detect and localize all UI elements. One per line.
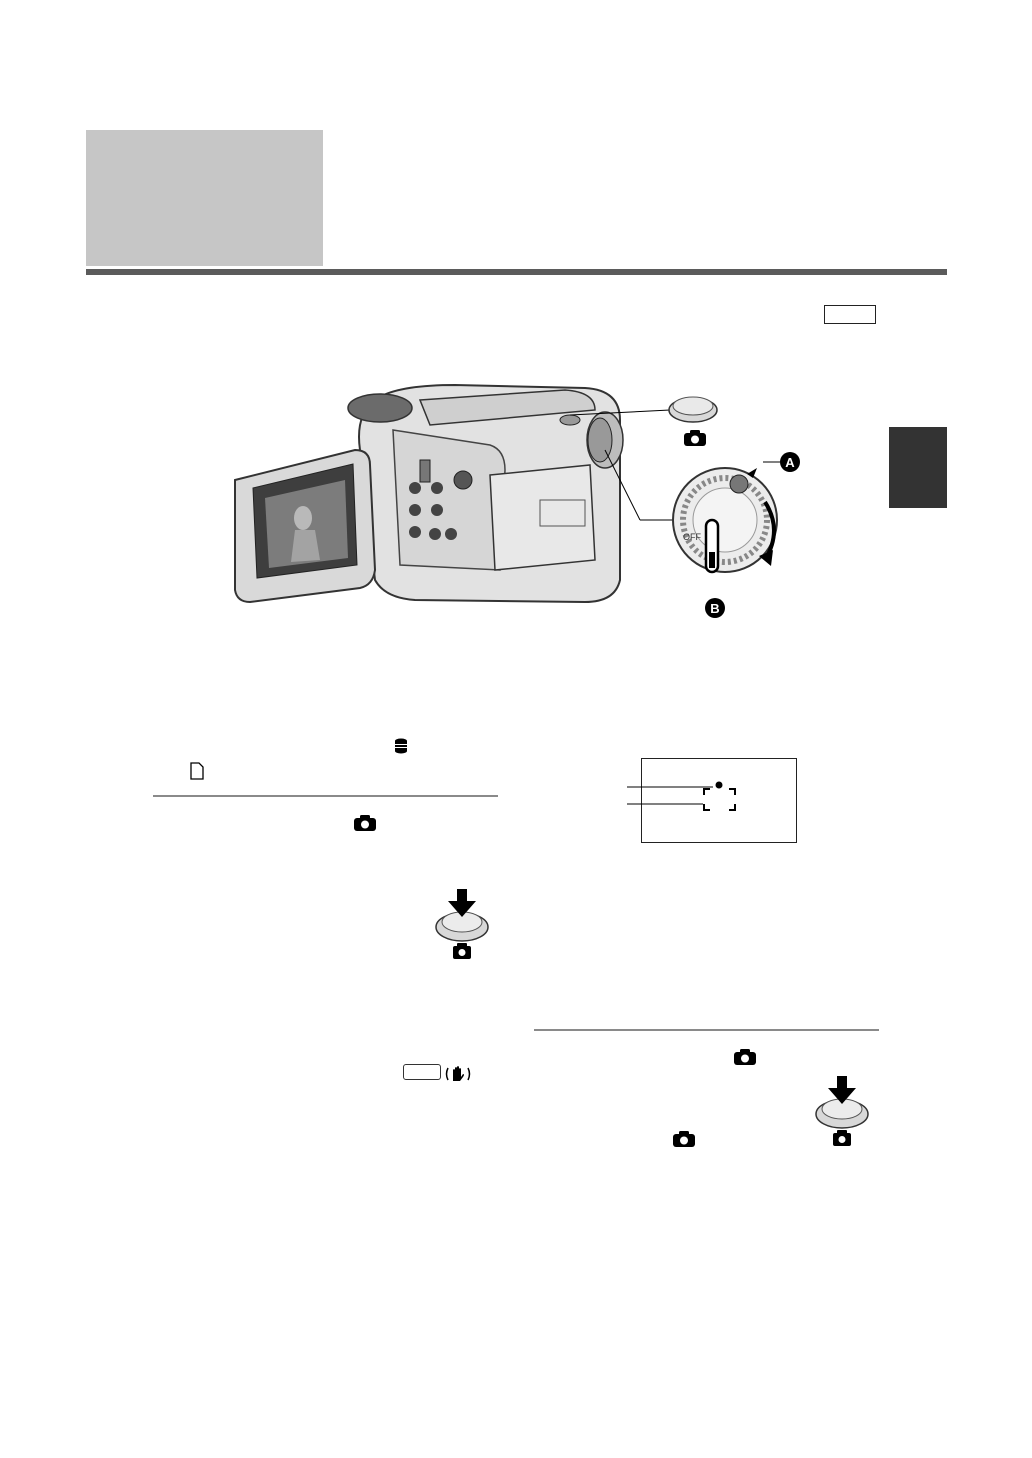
callout-b: B: [710, 601, 720, 616]
ois-hand-icon: [443, 1064, 473, 1084]
dial-off-label: OFF: [683, 532, 701, 542]
mode-badge: [824, 305, 876, 324]
section-rule-left: [153, 795, 498, 797]
hdd-icon: [392, 737, 410, 755]
section-rule-right: [534, 1029, 879, 1031]
camcorder-illustration: [225, 380, 825, 620]
callout-a: A: [785, 455, 795, 470]
title-rule: [86, 269, 947, 275]
shutter-button-icon: [814, 1074, 870, 1150]
camera-icon: [683, 429, 707, 447]
chapter-title-block: [86, 130, 323, 266]
focus-indicator-diagram: [625, 765, 745, 820]
camera-icon: [353, 814, 377, 832]
chapter-side-tab: [889, 427, 947, 508]
shutter-button-icon: [434, 887, 490, 963]
ois-badge: [403, 1064, 441, 1080]
sd-card-icon: [190, 762, 204, 780]
camera-icon: [733, 1048, 757, 1066]
camera-icon: [672, 1130, 696, 1148]
